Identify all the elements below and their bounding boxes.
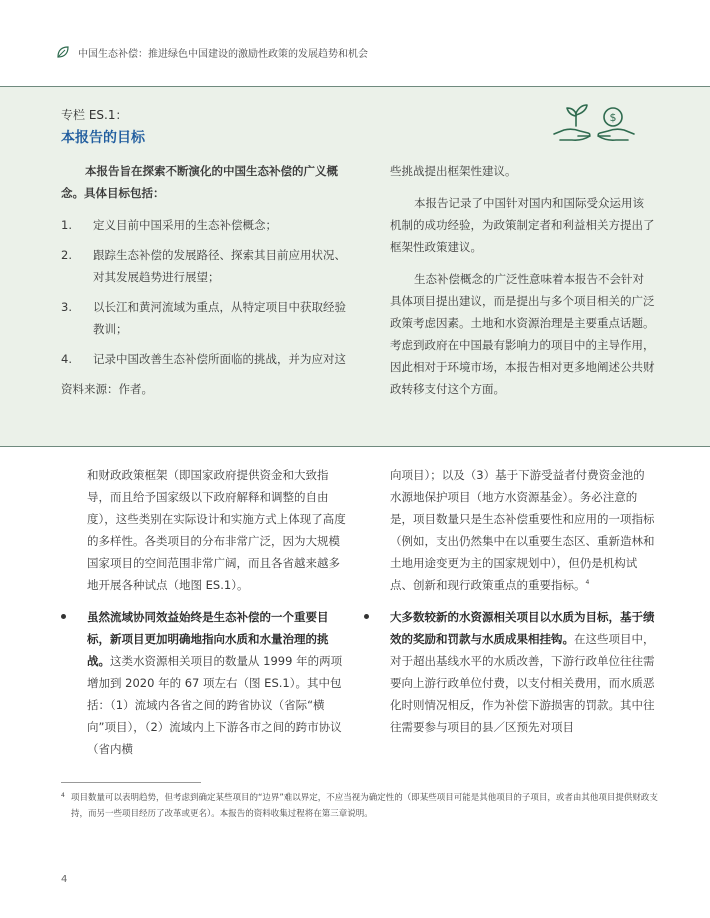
main-right-column bbox=[390, 464, 655, 738]
bullet-item bbox=[390, 606, 655, 738]
leaf-icon bbox=[56, 45, 70, 59]
hands-plant-money-icon bbox=[552, 100, 636, 144]
body-paragraph: 向项目）；以及（3）基于下游受益者付费资金池的水源地保护项目（地方水资源基金）。务必注意的是，项目数量只是生态补偿重要性和应用的一项指标（例如，支出仍然集中在以重要生态区、重新造林和土地用途变更为主的国家规划中），但仍是机构试点、创新和现行政策重点的重要指标。$^4$ bbox=[390, 468, 655, 592]
box-paragraph: 生态补偿概念的广泛性意味着本报告不会针对具体项目提出建议，而是提出与多个项目相关的广泛政策考虑因素。土地和水资源治理是主要重点话题。考虑到政府在中国最有影响力的项目中的主导作用，因此相对于环境市场，本报告相对更多地阐述公共财政转移支付这个方面。 bbox=[390, 272, 655, 396]
svg-text:$: $ bbox=[609, 111, 617, 124]
bullet-dot bbox=[364, 614, 369, 619]
bullet-lead: 虽然流域协同效益始终是生态补偿的一个重要目标，新项目更加明确地指向水质和水量治理的挑战。 bbox=[87, 610, 329, 668]
footnote-ref[interactable]: 4 bbox=[585, 579, 590, 587]
body-paragraph: 和财政政策框架（即国家政府提供资金和大致指导，而且给予国家级以下政府解释和调整的自由度），这些类别在实际设计和实施方式上体现了高度的多样性。各类项目的分布非常广泛，因为大规模国家项目的空间范围非常广阔，而且各省越来越多地开展各种试点（地图 ES.1）。 bbox=[87, 468, 346, 592]
page-number: 4 bbox=[61, 874, 68, 885]
footnote-divider bbox=[61, 782, 201, 783]
footnote-text: 项目数量可以表明趋势，但考虑到确定某些项目的“边界”难以界定，不应当视为确定性的（即某些项目可能是其他项目的子项目，或者由其他项目提供财政支持，而另一些项目经历了改革或更名）。本报告的资料收集过程将在第三章说明。 bbox=[71, 793, 658, 819]
box-source: 资料来源：作者。 bbox=[61, 382, 153, 396]
objective-item: 3. 以长江和黄河流域为重点，从特定项目中获取经验教训； bbox=[61, 300, 346, 336]
bullet-lead: 大多数较新的水资源相关项目以水质为目标，基于绩效的奖励和罚款与水质成果相挂钩。 bbox=[390, 610, 655, 646]
bullet-dot bbox=[61, 614, 66, 619]
bullet-text: 在这些项目中，对于超出基线水平的水质改善，下游行政单位往往需要向上游行政单位付费，以支付相关费用，而水质恶化时则情况相反，作为补偿下游损害的罚款。其中往往需要参与项目的县／区预先对项目 bbox=[390, 632, 655, 734]
box-paragraph: 些挑战提出框架性建议。 bbox=[390, 164, 517, 178]
box-intro: 本报告旨在探索不断演化的中国生态补偿的广义概念。具体目标包括： bbox=[61, 164, 338, 200]
footnote-number: 4 bbox=[61, 792, 65, 799]
box-heading: 本报告的目标 bbox=[61, 130, 145, 146]
running-header bbox=[56, 44, 368, 60]
box-left-column bbox=[61, 160, 351, 400]
header-title: 中国生态补偿：推进绿色中国建设的激励性政策的发展趋势和机会 bbox=[78, 48, 368, 60]
objective-item: 2. 跟踪生态补偿的发展路径、探索其目前应用状况、对其发展趋势进行展望； bbox=[61, 248, 346, 284]
box-label: 专栏 ES.1： bbox=[61, 108, 128, 122]
box-paragraph: 本报告记录了中国针对国内和国际受众运用该机制的成功经验，为政策制定者和利益相关方提出了框架性政策建议。 bbox=[390, 196, 655, 254]
objective-item: 4. 记录中国改善生态补偿所面临的挑战，并为应对这 bbox=[61, 352, 346, 366]
bullet-item bbox=[87, 606, 350, 760]
bullet-text: 这类水资源相关项目的数量从 1999 年的两项增加到 2020 年的 67 项左右（图 ES.1）。其中包括：（1）流域内各省之间的跨省协议（省际“横向”项目），（2）流域内上下游各市之间的跨市协议（省内横 bbox=[87, 654, 343, 756]
main-left-column bbox=[87, 464, 350, 760]
objective-item: 1. 定义目前中国采用的生态补偿概念； bbox=[61, 218, 277, 232]
box-right-column bbox=[390, 160, 655, 410]
footnote bbox=[61, 790, 661, 822]
